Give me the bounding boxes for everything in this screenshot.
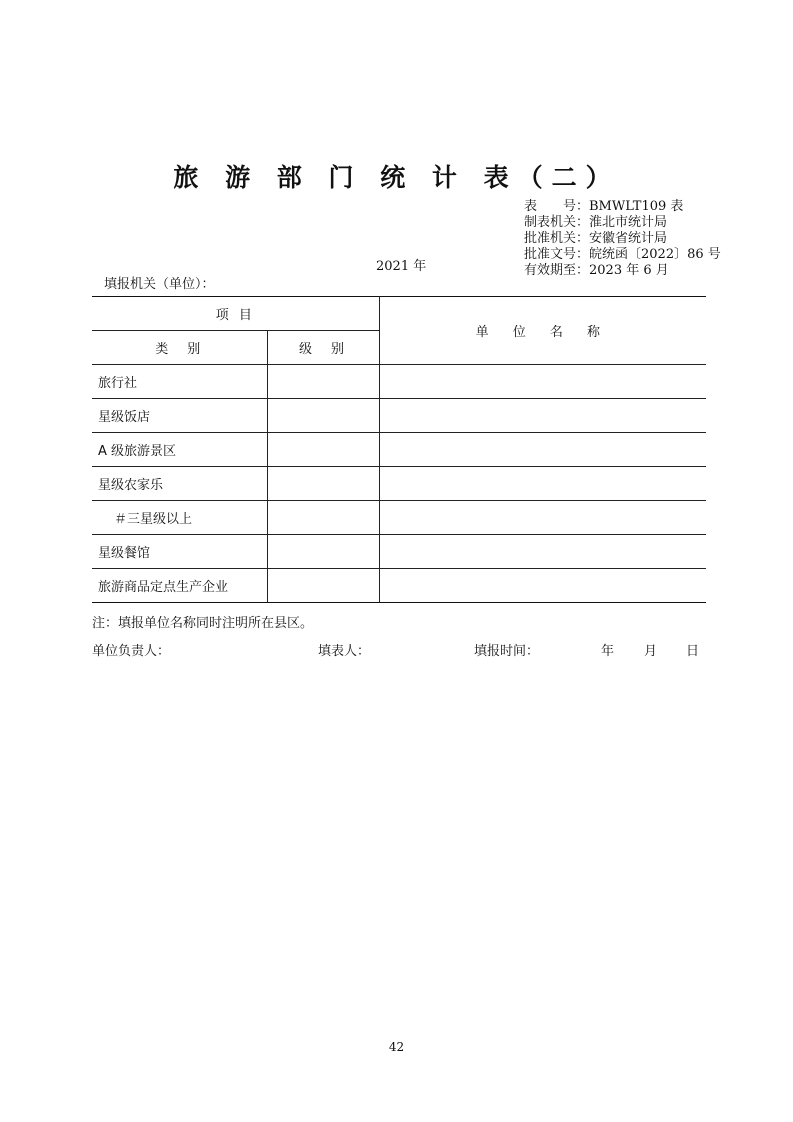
row-category: ＃三星级以上 (92, 501, 267, 535)
date-year-label: 年 (601, 644, 615, 659)
date-day-label: 日 (686, 644, 700, 659)
filling-unit-label: 填报机关（单位）： (104, 277, 215, 292)
row-level-cell[interactable] (267, 501, 379, 535)
table-header-row (92, 297, 706, 331)
header-unit-name-label: 单 位 名 称 (475, 325, 610, 340)
row-level-cell[interactable] (267, 467, 379, 501)
approving-authority: 批准机关：安徽省统计局 (524, 231, 668, 246)
row-level-cell[interactable] (267, 399, 379, 433)
valid-until: 有效期至：2023 年 6 月 (524, 263, 669, 278)
table-row (92, 535, 706, 569)
fill-date-label: 填报时间： (474, 644, 540, 659)
row-unit-cell[interactable] (379, 433, 706, 467)
row-unit-cell[interactable] (379, 501, 706, 535)
row-unit-cell[interactable] (379, 569, 706, 603)
header-item-label: 项 目 (215, 308, 255, 323)
row-category: 星级餐馆 (92, 535, 267, 569)
statistics-table (92, 296, 706, 603)
table-row (92, 365, 706, 399)
row-unit-cell[interactable] (379, 535, 706, 569)
form-number: 表 号：BMWLT109 表 (524, 199, 684, 214)
row-category: 星级农家乐 (92, 467, 267, 501)
header-level: 级 别 (267, 331, 379, 365)
row-unit-cell[interactable] (379, 365, 706, 399)
header-unit-name (379, 297, 706, 365)
preparer-label: 填表人： (318, 644, 371, 659)
table-row (92, 569, 706, 603)
row-unit-cell[interactable] (379, 399, 706, 433)
row-category: A 级旅游景区 (92, 433, 267, 467)
date-month-label: 月 (644, 644, 658, 659)
row-level-cell[interactable] (267, 433, 379, 467)
responsible-person-label: 单位负责人： (92, 644, 171, 659)
table-row (92, 501, 706, 535)
table-row (92, 399, 706, 433)
row-level-cell[interactable] (267, 365, 379, 399)
row-unit-cell[interactable] (379, 467, 706, 501)
issuing-authority: 制表机关：淮北市统计局 (524, 215, 668, 230)
row-category: 星级饭店 (92, 399, 267, 433)
document-title: 旅 游 部 门 统 计 表（二） (173, 163, 620, 192)
header-item (92, 297, 379, 331)
header-category: 类 别 (92, 331, 267, 365)
approval-document-number: 批准文号：皖统函〔2022〕86 号 (524, 247, 721, 262)
table-row (92, 433, 706, 467)
row-level-cell[interactable] (267, 569, 379, 603)
table-row (92, 467, 706, 501)
page-number: 42 (388, 1040, 405, 1054)
footnote: 注：填报单位名称同时注明所在县区。 (92, 616, 314, 631)
row-category: 旅行社 (92, 365, 267, 399)
report-year: 2021 年 (376, 259, 427, 274)
row-level-cell[interactable] (267, 535, 379, 569)
row-category: 旅游商品定点生产企业 (92, 569, 267, 603)
